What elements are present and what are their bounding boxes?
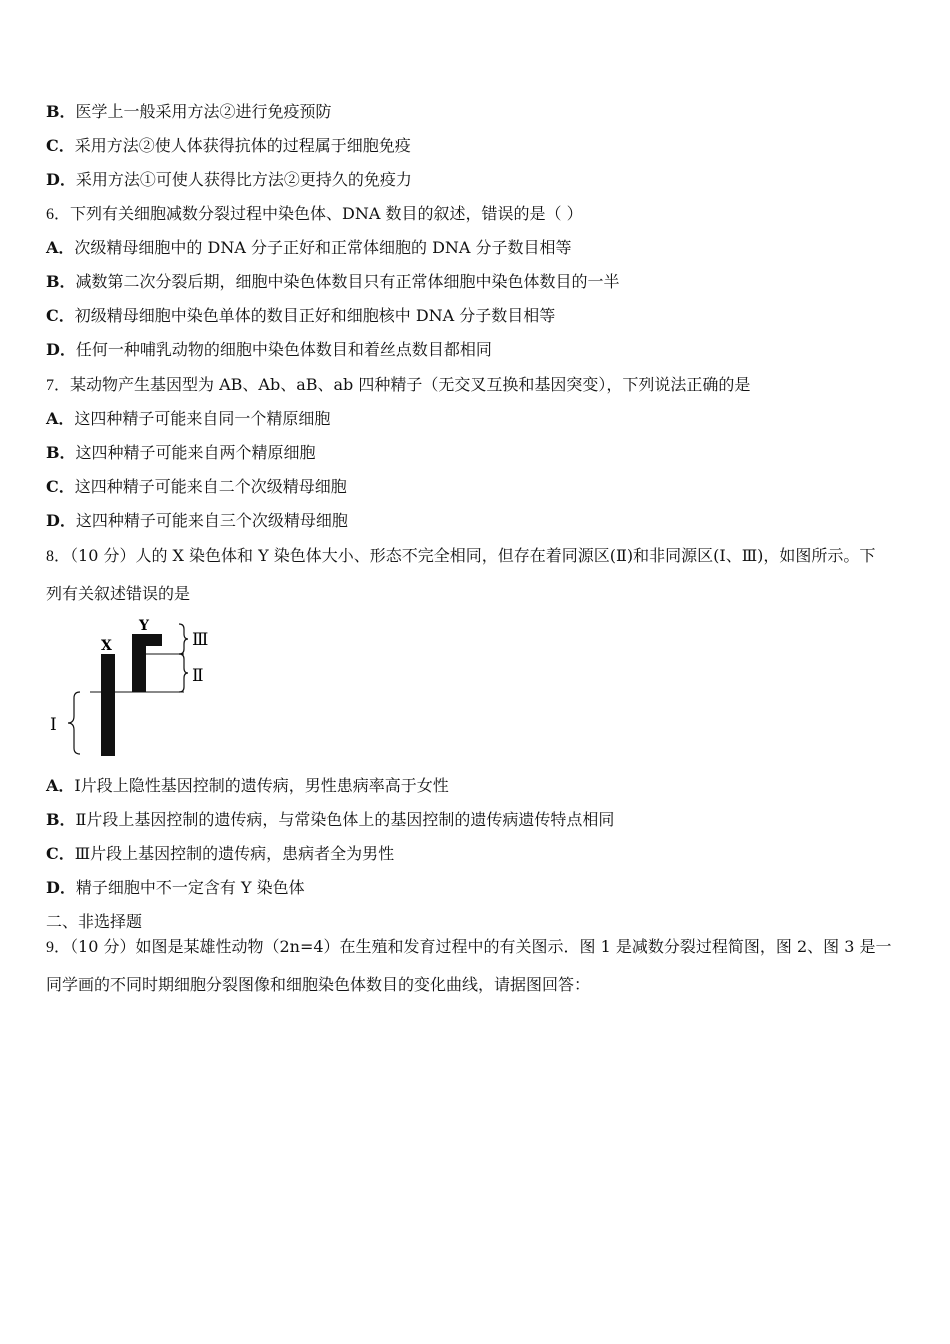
region-3-label: Ⅲ	[192, 630, 209, 650]
y-chromosome-label: Y	[139, 618, 149, 634]
q6-option-b	[46, 272, 620, 292]
q8-stem-line-2	[46, 584, 190, 604]
option-text: 初级精母细胞中染色单体的数目正好和细胞核中 DNA 分子数目相等	[74, 306, 556, 325]
question-score: （10 分）	[70, 546, 136, 565]
x-chromosome-label: X	[101, 638, 112, 654]
q7-option-d	[46, 511, 348, 531]
section-heading	[46, 912, 142, 932]
section-title: 二、非选择题	[46, 912, 143, 931]
option-letter: B．	[46, 272, 76, 291]
q6-option-c	[46, 306, 555, 326]
q9-stem-line-2	[46, 975, 590, 995]
q5-option-d	[46, 170, 412, 190]
option-letter: C．	[46, 844, 75, 863]
region-1-label: Ⅰ	[50, 715, 57, 735]
question-stem-continued: 同学画的不同时期细胞分裂图像和细胞染色体数目的变化曲线，请据图回答：	[46, 975, 591, 994]
q8-stem-line-1	[46, 546, 875, 567]
option-text: 任何一种哺乳动物的细胞中染色体数目和着丝点数目都相同	[75, 340, 492, 359]
option-text: 这四种精子可能来自同一个精原细胞	[74, 409, 331, 428]
y-chromosome	[132, 634, 146, 692]
question-number: 6．	[46, 206, 71, 223]
xy-chromosome-figure	[46, 612, 226, 762]
question-score: （10 分）	[70, 937, 136, 956]
brace-region-2	[179, 654, 188, 692]
q8-option-d	[46, 878, 305, 898]
q7-option-a	[46, 409, 330, 429]
option-letter: D．	[46, 170, 76, 189]
q7-option-b	[46, 443, 316, 463]
option-text: Ⅱ片段上基因控制的遗传病，与常染色体上的基因控制的遗传病遗传特点相同	[75, 810, 615, 829]
q9-stem-line-1	[46, 937, 892, 958]
option-letter: C．	[46, 136, 75, 155]
option-letter: D．	[46, 340, 76, 359]
option-text: 采用方法①可使人获得比方法②更持久的免疫力	[75, 170, 412, 189]
option-letter: B．	[46, 443, 76, 462]
q8-option-a	[46, 776, 449, 796]
region-2-label: Ⅱ	[192, 666, 204, 686]
question-stem-continued: 列有关叙述错误的是	[46, 584, 191, 603]
question-number: 7．	[46, 377, 71, 394]
brace-region-3	[179, 624, 188, 654]
q6-option-a	[46, 238, 572, 258]
question-stem: 下列有关细胞减数分裂过程中染色体、DNA 数目的叙述，错误的是（ ）	[70, 204, 583, 223]
option-text: 这四种精子可能来自三个次级精母细胞	[75, 511, 348, 530]
question-stem: 某动物产生基因型为 AB、Ab、aB、ab 四种精子（无交叉互换和基因突变），下列说法正确的是	[70, 375, 751, 394]
option-text: 这四种精子可能来自二个次级精母细胞	[74, 477, 347, 496]
option-letter: B．	[46, 102, 76, 121]
option-letter: A．	[46, 409, 75, 428]
option-text: 这四种精子可能来自两个精原细胞	[75, 443, 316, 462]
option-letter: A．	[46, 238, 75, 257]
question-stem: 人的 X 染色体和 Y 染色体大小、形态不完全相同，但存在着同源区(Ⅱ)和非同源区(Ⅰ、Ⅲ)，如图所示。下	[135, 546, 876, 565]
option-text: 医学上一般采用方法②进行免疫预防	[75, 102, 332, 121]
q5-option-c	[46, 136, 411, 156]
option-letter: B．	[46, 810, 76, 829]
option-letter: D．	[46, 511, 76, 530]
option-text: Ⅰ片段上隐性基因控制的遗传病，男性患病率高于女性	[74, 776, 449, 795]
option-letter: D．	[46, 878, 76, 897]
option-text: 次级精母细胞中的 DNA 分子正好和正常体细胞的 DNA 分子数目相等	[74, 238, 572, 257]
q7-option-c	[46, 477, 347, 497]
question-number: 9．	[46, 939, 71, 956]
brace-region-1	[68, 692, 80, 754]
option-letter: C．	[46, 306, 75, 325]
option-text: Ⅲ片段上基因控制的遗传病，患病者全为男性	[74, 844, 395, 863]
option-text: 精子细胞中不一定含有 Y 染色体	[75, 878, 305, 897]
q5-option-b	[46, 102, 332, 122]
x-chromosome	[101, 654, 115, 756]
option-text: 减数第二次分裂后期，细胞中染色体数目只有正常体细胞中染色体数目的一半	[75, 272, 620, 291]
q8-option-b	[46, 810, 614, 830]
question-number: 8．	[46, 548, 71, 565]
option-text: 采用方法②使人体获得抗体的过程属于细胞免疫	[74, 136, 411, 155]
option-letter: A．	[46, 776, 75, 795]
q6-option-d	[46, 340, 492, 360]
question-stem: 如图是某雄性动物（2n=4）在生殖和发育过程中的有关图示．图 1 是减数分裂过程简图，图 2、图 3 是一	[135, 937, 892, 956]
q6-stem	[46, 204, 583, 225]
option-letter: C．	[46, 477, 75, 496]
q7-stem	[46, 375, 750, 396]
q8-option-c	[46, 844, 394, 864]
